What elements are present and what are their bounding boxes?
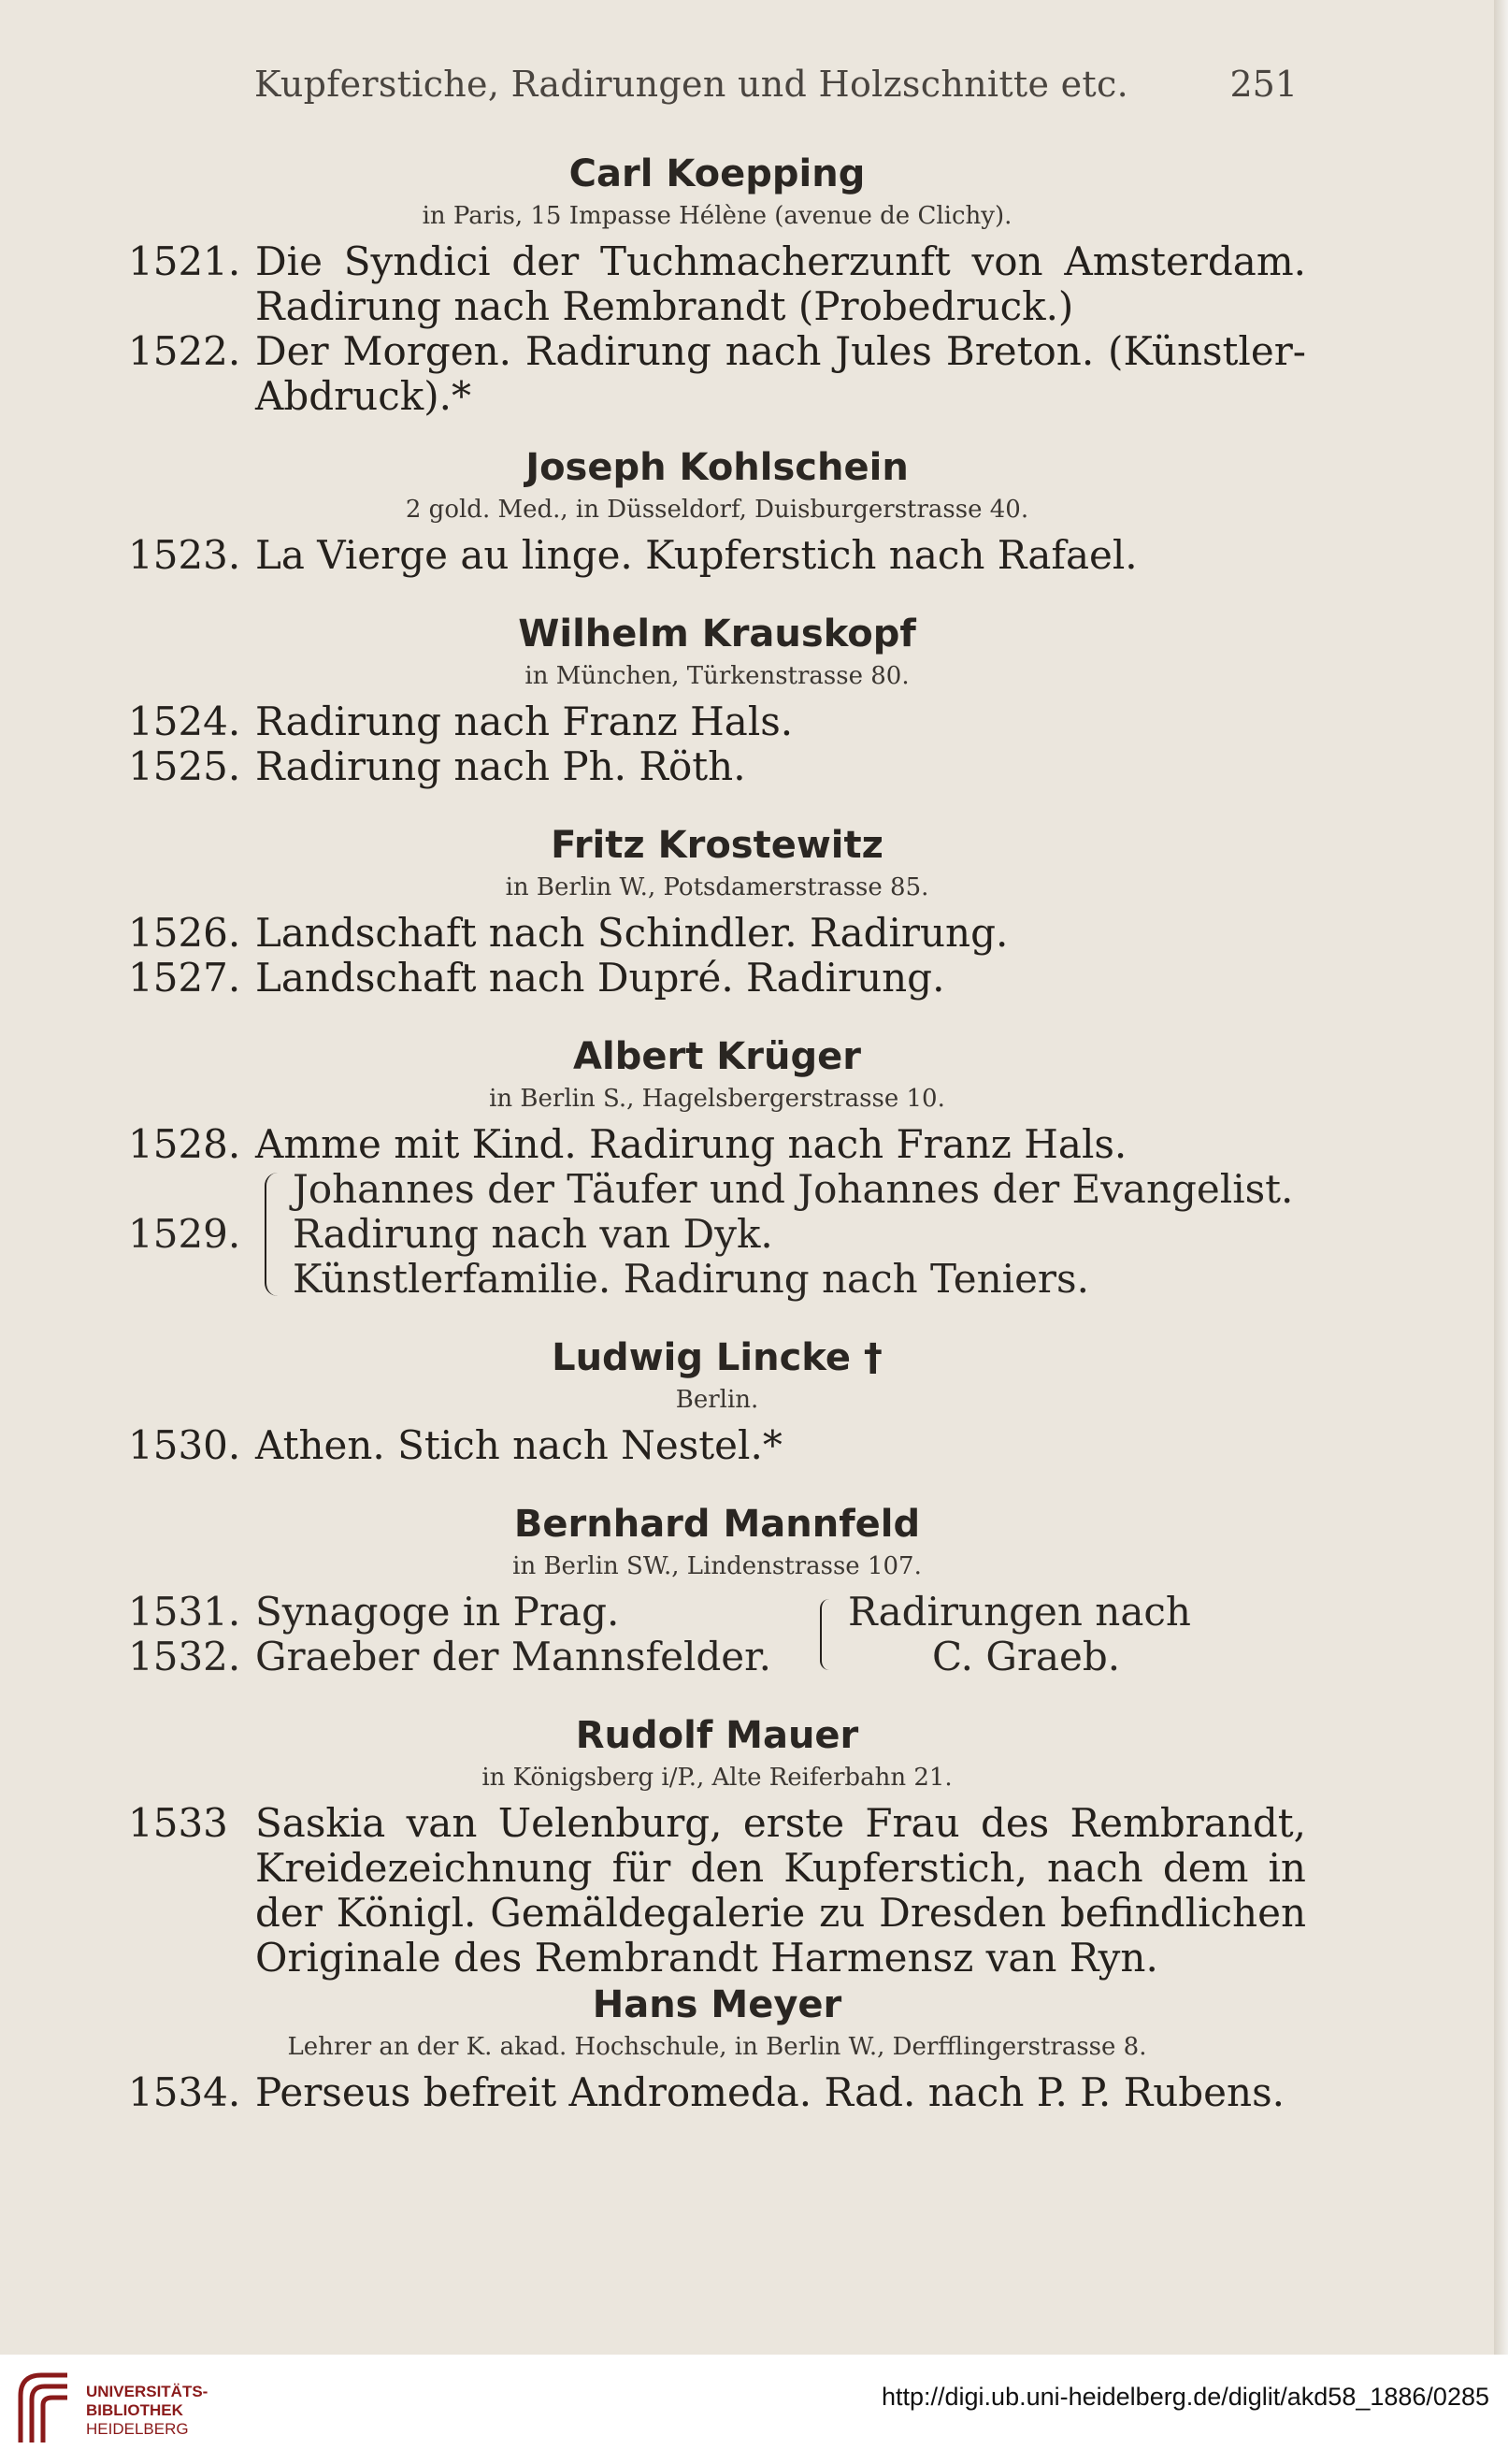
entry-text: Athen. Stich nach Nestel.*	[255, 1422, 783, 1468]
entry-text: Saskia van Uelenburg, erste Frau des Rembrandt, Kreidezeichnung für den Kupferstich, nach dem in der Königl. Gemäldegalerie zu Dresden befindlichen Originale des Rembrandt Harmensz van Ryn.	[255, 1800, 1306, 1981]
catalog-entry	[128, 1801, 1306, 1981]
artist-name: Joseph Kohlschein	[525, 446, 909, 489]
catalog-entry	[128, 956, 1306, 1001]
paired-entry-group	[128, 1590, 1306, 1679]
catalog-entry	[128, 911, 1306, 956]
entry-number: 1526.	[128, 910, 241, 956]
entry-text: Künstlerfamilie. Radirung nach Teniers.	[293, 1256, 1089, 1302]
entry-number: 1527.	[128, 955, 241, 1001]
catalog-entry	[128, 2070, 1306, 2115]
shared-note: C. Graeb.	[932, 1634, 1121, 1679]
artist-name: Hans Meyer	[592, 1983, 842, 2026]
library-logo-text	[86, 2383, 208, 2439]
logo-line: UNIVERSITÄTS-	[86, 2383, 208, 2400]
entry-text: Amme mit Kind. Radirung nach Franz Hals.	[255, 1121, 1127, 1167]
entry-text: Landschaft nach Dupré. Radirung.	[255, 955, 945, 1001]
entry-text: Johannes der Täufer und Johannes der Evangelist.	[293, 1166, 1294, 1212]
page-number: 251	[1229, 64, 1298, 105]
catalog-entry	[128, 744, 1306, 789]
entry-number: 1524.	[128, 699, 241, 744]
entry-number: 1521.	[128, 238, 241, 284]
entry-text: Graeber der Mannsfelder.	[255, 1634, 771, 1679]
entry-number: 1528.	[128, 1121, 241, 1167]
shared-note: Radirungen nach	[848, 1589, 1191, 1635]
artist-address: in Berlin W., Potsdamerstrasse 85.	[505, 873, 929, 901]
catalog-entry	[128, 239, 1306, 329]
entry-number: 1530.	[128, 1422, 241, 1468]
entry-number: 1525.	[128, 743, 241, 789]
entry-number: 1532.	[128, 1634, 241, 1679]
artist-name: Bernhard Mannfeld	[513, 1503, 921, 1546]
artist-address: in Berlin SW., Lindenstrasse 107.	[512, 1552, 922, 1580]
entry-number: 1533	[128, 1800, 228, 1846]
catalog-entry	[128, 533, 1306, 578]
source-url-link[interactable]: http://digi.ub.uni-heidelberg.de/diglit/akd58_1886/0285	[881, 2383, 1489, 2411]
artist-address: in München, Türkenstrasse 80.	[524, 662, 910, 690]
bracketed-entry-group	[128, 1167, 1306, 1302]
catalog-entry	[128, 699, 1306, 744]
entry-number: 1531.	[128, 1589, 241, 1635]
entry-text: Radirung nach Franz Hals.	[255, 699, 794, 744]
artist-name: Wilhelm Krauskopf	[518, 612, 916, 656]
artist-name: Ludwig Lincke †	[552, 1336, 883, 1379]
artist-address: in Königsberg i/P., Alte Reiferbahn 21.	[481, 1764, 953, 1792]
entry-number: 1523.	[128, 532, 241, 578]
library-logo-icon	[15, 2368, 73, 2448]
entry-number: 1522.	[128, 328, 241, 374]
entry-number: 1534.	[128, 2069, 241, 2115]
entry-text: Der Morgen. Radirung nach Jules Breton. (Künstler-Abdruck).*	[255, 328, 1306, 419]
catalog-entry	[128, 1423, 1306, 1468]
logo-line: HEIDELBERG	[86, 2420, 189, 2438]
artist-address: 2 gold. Med., in Düsseldorf, Duisburgerstrasse 40.	[405, 496, 1029, 524]
catalog-content	[128, 150, 1306, 2115]
running-title: Kupferstiche, Radirungen und Holzschnitte etc.	[254, 64, 1128, 105]
entry-text: Radirung nach van Dyk.	[293, 1211, 773, 1257]
artist-name: Carl Koepping	[568, 152, 866, 195]
bracketed-lines	[293, 1167, 1293, 1302]
artist-name: Rudolf Mauer	[575, 1714, 859, 1757]
artist-address: in Berlin S., Hagelsbergerstrasse 10.	[489, 1085, 945, 1113]
logo-line: BIBLIOTHEK	[86, 2401, 183, 2419]
curly-brace	[820, 1599, 831, 1670]
curly-brace	[265, 1173, 280, 1296]
artist-address: in Paris, 15 Impasse Hélène (avenue de Clichy).	[422, 202, 1013, 230]
entry-text: Synagoge in Prag.	[255, 1589, 620, 1635]
entry-text: Landschaft nach Schindler. Radirung.	[255, 910, 1009, 956]
artist-name: Albert Krüger	[573, 1035, 861, 1078]
entry-text: Radirung nach Ph. Röth.	[255, 743, 746, 789]
catalog-entry	[128, 329, 1306, 419]
entry-text: Die Syndici der Tuchmacherzunft von Amsterdam. Radirung nach Rembrandt (Probedruck.)	[255, 238, 1306, 329]
catalog-entry	[128, 1122, 1306, 1167]
entry-number: 1529.	[128, 1211, 241, 1257]
running-header	[254, 56, 1298, 112]
page-edge	[1494, 0, 1508, 2355]
artist-address: Berlin.	[675, 1386, 759, 1414]
artist-name: Fritz Krostewitz	[551, 824, 883, 867]
library-footer	[0, 2355, 1508, 2464]
entry-text: Perseus befreit Andromeda. Rad. nach P. P. Rubens.	[255, 2069, 1285, 2115]
artist-address: Lehrer an der K. akad. Hochschule, in Berlin W., Derfflingerstrasse 8.	[287, 2033, 1147, 2061]
entry-text: La Vierge au linge. Kupferstich nach Rafael.	[255, 532, 1138, 578]
